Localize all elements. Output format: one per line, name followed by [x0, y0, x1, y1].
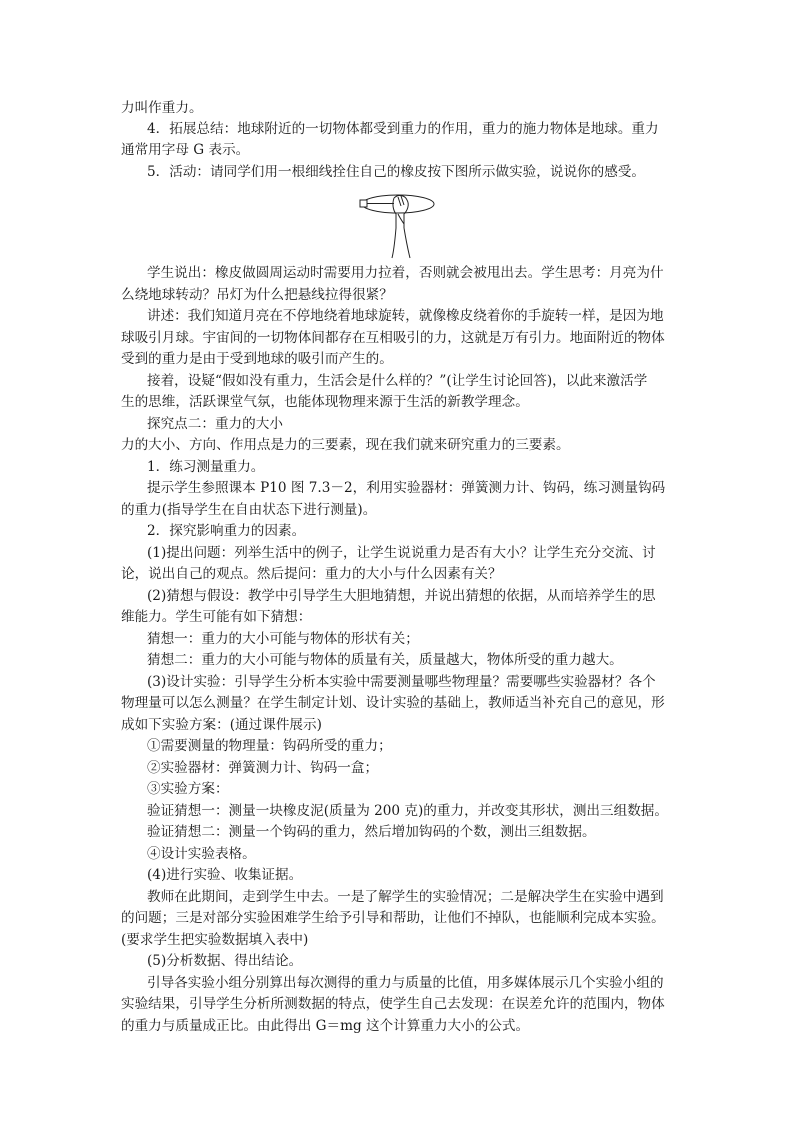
- text-line: 成如下实验方案：(通过课件展示): [121, 717, 322, 733]
- text-line: 力叫作重力。: [121, 100, 203, 116]
- text-line: 5．活动：请同学们用一根细线拴住自己的橡皮按下图所示做实验，说说你的感受。: [147, 164, 646, 180]
- text-line: 的重力与质量成正比。由此得出 G＝mg 这个计算重力大小的公式。: [121, 1018, 530, 1034]
- text-line: 物理量可以怎么测量？在学生制定计划、设计实验的基础上，教师适当补充自己的意见，形: [121, 695, 665, 711]
- text-line: 维能力。学生可能有如下猜想：: [121, 609, 312, 625]
- text-line: 验证猜想一：测量一块橡皮泥(质量为 200 克)的重力，并改变其形状，测出三组数据。: [147, 803, 668, 819]
- text-line: (4)进行实验、收集证据。: [147, 867, 303, 883]
- text-line: 生的思维，活跃课堂气氛，也能体现物理来源于生活的新教学理念。: [121, 394, 529, 410]
- text-line: 引导各实验小组分别算出每次测得的重力与质量的比值，用多媒体展示几个实验小组的: [147, 975, 664, 991]
- list-item: ②实验器材：弹簧测力计、钩码一盒；: [147, 760, 379, 776]
- text-line: 力的大小、方向、作用点是力的三要素，现在我们就来研究重力的三要素。: [121, 437, 570, 453]
- eraser-swing-on-string-icon: [358, 188, 438, 260]
- text-line: (5)分析数据、得出结论。: [147, 953, 303, 969]
- text-line: (3)设计实验：引导学生分析本实验中需要测量哪些物理量？需要哪些实验器材？各个: [147, 674, 656, 690]
- eraser-swing-figure: [358, 188, 438, 260]
- text-line: 球吸引月球。宇宙间的一切物体间都存在互相吸引的力，这就是万有引力。地面附近的物体: [121, 330, 665, 346]
- text-line: 1．练习测量重力。: [147, 459, 265, 475]
- text-line: 学生说出：橡皮做圆周运动时需要用力拉着，否则就会被甩出去。学生思考：月亮为什: [147, 265, 664, 281]
- text-line: 么绕地球转动？吊灯为什么把悬线拉得很紧？: [121, 287, 393, 303]
- text-line: (1)提出问题：列举生活中的例子，让学生说说重力是否有大小？让学生充分交流、讨: [147, 545, 656, 561]
- text-line: 猜想一：重力的大小可能与物体的形状有关；: [147, 631, 419, 647]
- text-line: 的问题；三是对部分实验困难学生给予引导和帮助，让他们不掉队，也能顺利完成本实验。: [121, 910, 665, 926]
- text-line: 讲述：我们知道月亮在不停地绕着地球旋转，就像橡皮绕着你的手旋转一样，是因为地: [147, 308, 664, 324]
- text-line: 论，说出自己的观点。然后提问：重力的大小与什么因素有关？: [121, 566, 502, 582]
- text-line: (要求学生把实验数据填入表中): [121, 932, 309, 948]
- text-line: 教师在此期间，走到学生中去。一是了解学生的实验情况；二是解决学生在实验中遇到: [147, 889, 664, 905]
- text-line: 接着，设疑“假如没有重力，生活会是什么样的？”(让学生讨论回答)，以此来激活学: [147, 373, 648, 389]
- text-line: 4．拓展总结：地球附近的一切物体都受到重力的作用，重力的施力物体是地球。重力: [147, 121, 659, 137]
- text-line: 猜想二：重力的大小可能与物体的质量有关，质量越大，物体所受的重力越大。: [147, 652, 623, 668]
- text-line: (2)猜想与假设：教学中引导学生大胆地猜想，并说出猜想的依据，从而培养学生的思: [147, 588, 656, 604]
- list-item: ④设计实验表格。: [147, 846, 256, 862]
- text-line: 实验结果，引导学生分析所测数据的特点，使学生自己去发现：在误差允许的范围内，物体: [121, 996, 665, 1012]
- list-item: ③实验方案：: [147, 781, 229, 797]
- text-line: 2．探究影响重力的因素。: [147, 523, 306, 539]
- text-line: 的重力(指导学生在自由状态下进行测量)。: [121, 502, 377, 518]
- text-line: 提示学生参照课本 P10 图 7.3－2，利用实验器材：弹簧测力计、钩码，练习测量钩码: [147, 480, 666, 496]
- section-heading: 探究点二：重力的大小: [147, 416, 283, 432]
- text-line: 验证猜想二：测量一个钩码的重力，然后增加钩码的个数，测出三组数据。: [147, 824, 596, 840]
- list-item: ①需要测量的物理量：钩码所受的重力；: [147, 738, 392, 754]
- text-line: 通常用字母 G 表示。: [121, 142, 250, 158]
- text-line: 受到的重力是由于受到地球的吸引而产生的。: [121, 351, 393, 367]
